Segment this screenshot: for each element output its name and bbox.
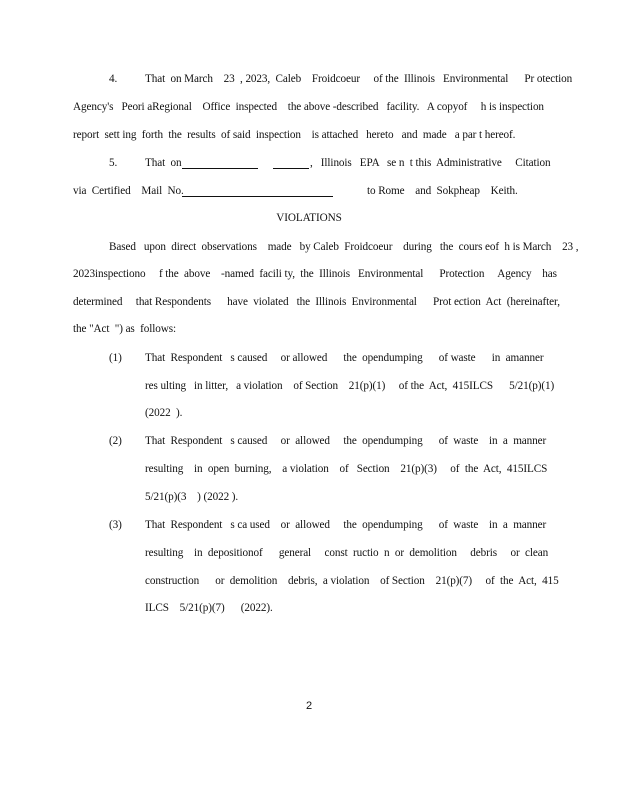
paragraph-5-line-2-start: via Certified Mail No.	[73, 185, 184, 197]
intro-line-1: Based upon direct observations made by Caleb Froidcoeur during the cours eof h is March 23 ,	[109, 241, 579, 253]
paragraph-5-line-1-start: That on	[145, 157, 182, 169]
violation-1-line-3: (2022 ).	[145, 407, 183, 419]
paragraph-5-line-1-end: , Illinois EPA se n t this Administrative Citation	[310, 157, 551, 169]
violation-1-line-2: res ulting in litter, a violation of Section 21(p)(1) of the Act, 415ILCS 5/21(p)(1)	[145, 380, 555, 392]
violation-1-number: (1)	[109, 352, 122, 364]
violation-1-line-1: That Respondent s caused or allowed the opendumping of waste in amanner	[145, 352, 544, 364]
violation-2-number: (2)	[109, 435, 122, 447]
violation-3-line-2: resulting in depositionof general const ructio n or demolition debris or clean	[145, 547, 549, 559]
violation-3-line-1: That Respondent s ca used or allowed the opendumping of waste in a manner	[145, 519, 547, 531]
paragraph-4-line-2: Agency's Peori aRegional Office inspected the above -described facility. A copyof h is inspection	[73, 101, 544, 113]
mail-number-blank-line	[182, 185, 333, 197]
paragraph-5-line-2-end: to Rome and Sokpheap Keith.	[367, 185, 518, 197]
violation-2-line-2: resulting in open burning, a violation of Section 21(p)(3) of the Act, 415ILCS	[145, 463, 548, 475]
violations-heading: VIOLATIONS	[276, 212, 342, 224]
violation-3-number: (3)	[109, 519, 122, 531]
intro-line-4: the "Act ") as follows:	[73, 323, 176, 335]
intro-line-2: 2023inspectiono f the above -named facili ty, the Illinois Environmental Protection Agency has	[73, 268, 557, 280]
violation-3-line-3: construction or demolition debris, a violation of Section 21(p)(7) of the Act, 415	[145, 575, 559, 587]
paragraph-4-line-3: report sett ing forth the results of said inspection is attached hereto and made a par t hereof.	[73, 129, 516, 141]
paragraph-4-number: 4.	[109, 73, 118, 85]
page-number: 2	[305, 700, 313, 712]
paragraph-5-number: 5.	[109, 157, 118, 169]
violation-2-line-1: That Respondent s caused or allowed the opendumping of waste in a manner	[145, 435, 547, 447]
intro-line-3: determined that Respondents have violated the Illinois Environmental Prot ection Act (hereinafter,	[73, 296, 560, 308]
paragraph-4-line-1: That on March 23 , 2023, Caleb Froidcoeur of the Illinois Environmental Pr otection	[145, 73, 573, 85]
violation-2-line-3: 5/21(p)(3 ) (2022 ).	[145, 491, 239, 503]
date-blank-line-2	[273, 157, 309, 169]
date-blank-line-1	[182, 157, 258, 169]
violation-3-line-4: ILCS 5/21(p)(7) (2022).	[145, 602, 273, 614]
